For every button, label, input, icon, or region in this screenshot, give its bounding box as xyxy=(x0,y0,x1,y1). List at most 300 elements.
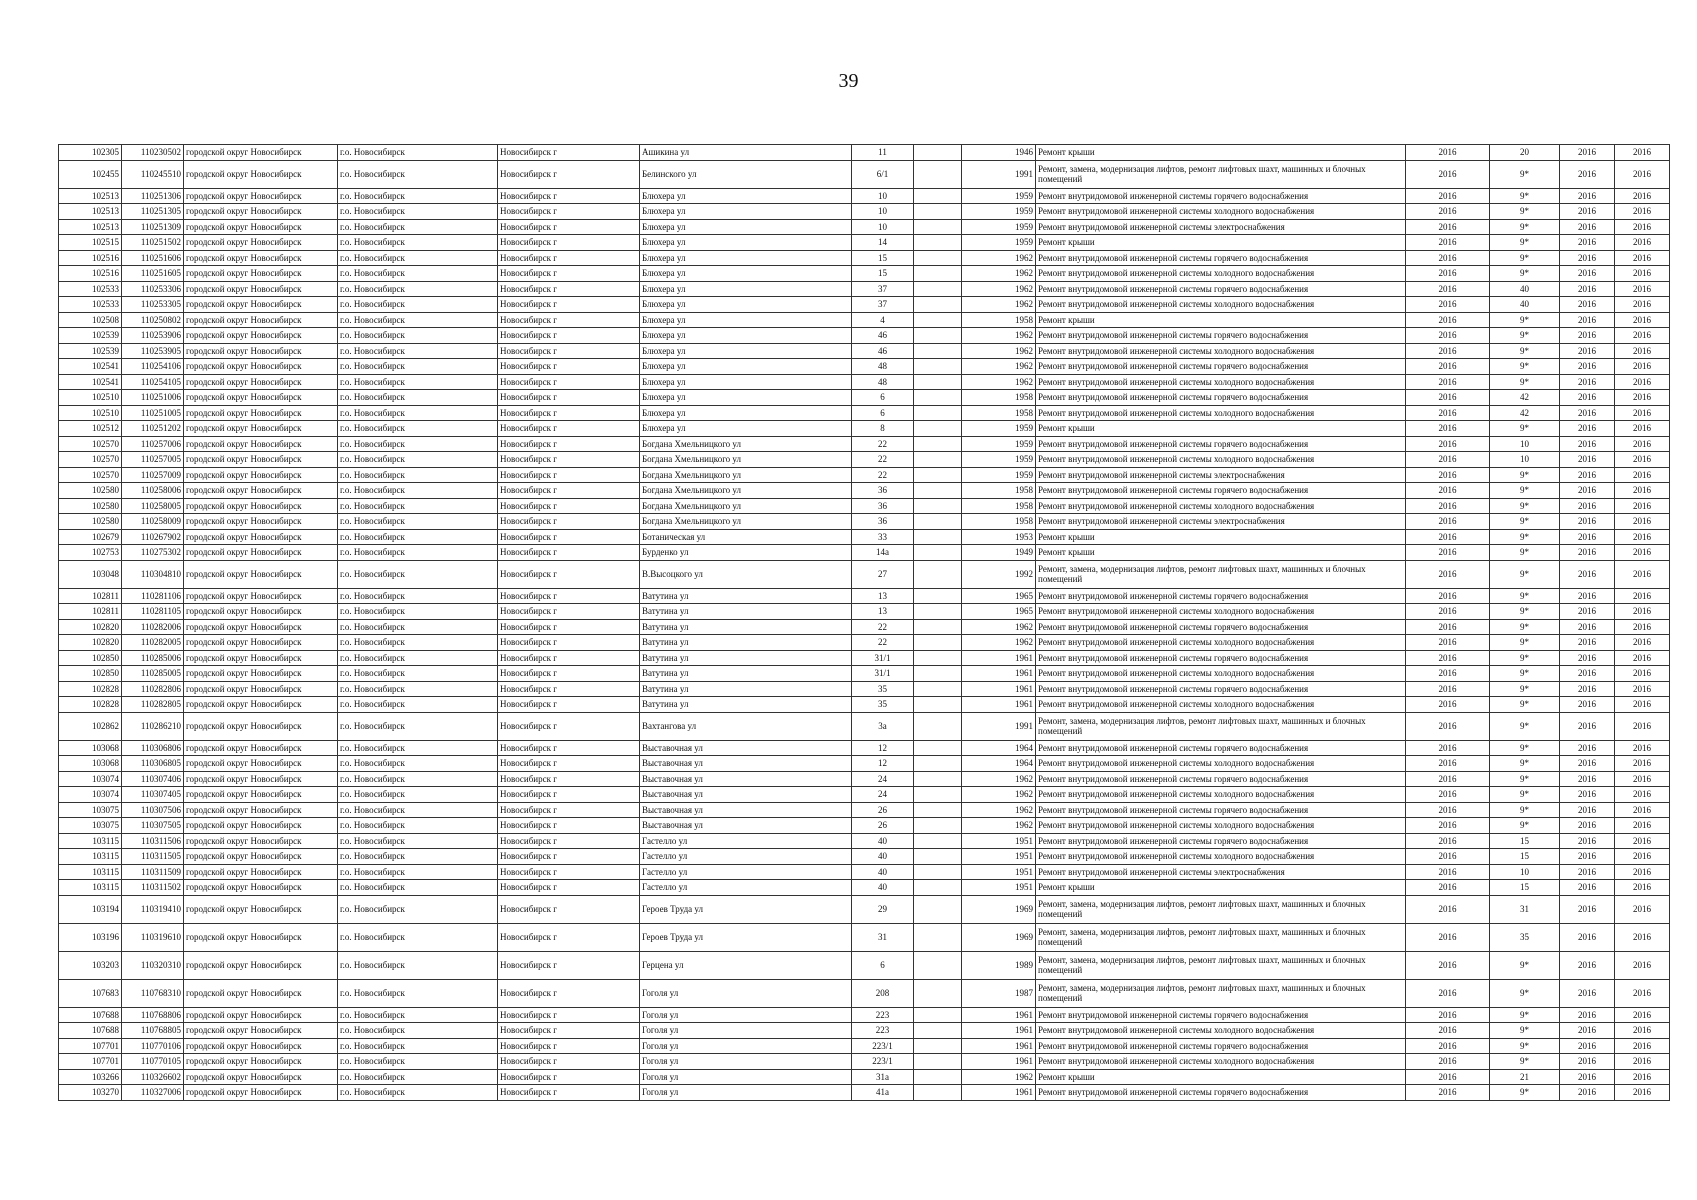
cost-indicator-cell: 9* xyxy=(1490,650,1560,666)
house-number-cell: 41а xyxy=(852,1085,914,1101)
year-end-cell: 2016 xyxy=(1615,390,1670,406)
building-cell xyxy=(914,619,962,635)
year-end-cell: 2016 xyxy=(1615,895,1670,923)
municipal-formation-cell: г.о. Новосибирск xyxy=(338,771,498,787)
cost-indicator-cell: 31 xyxy=(1490,895,1560,923)
year-end-cell: 2016 xyxy=(1615,951,1670,979)
table-row xyxy=(59,235,1670,251)
table-row xyxy=(59,343,1670,359)
cost-indicator-cell: 9* xyxy=(1490,635,1560,651)
street-cell: Блюхера ул xyxy=(640,405,852,421)
municipal-district-cell: городской округ Новосибирск xyxy=(184,312,338,328)
municipal-district-cell: городской округ Новосибирск xyxy=(184,250,338,266)
house-id-cell: 102541 xyxy=(59,374,122,390)
house-id-cell: 102570 xyxy=(59,452,122,468)
cost-indicator-cell: 9* xyxy=(1490,529,1560,545)
house-number-cell: 12 xyxy=(852,756,914,772)
record-id-cell: 110320310 xyxy=(122,951,184,979)
record-id-cell: 110251309 xyxy=(122,219,184,235)
municipal-district-cell: городской округ Новосибирск xyxy=(184,951,338,979)
municipal-formation-cell: г.о. Новосибирск xyxy=(338,979,498,1007)
locality-cell: Новосибирск г xyxy=(498,281,640,297)
year-end-cell: 2016 xyxy=(1615,1085,1670,1101)
cost-indicator-cell: 9* xyxy=(1490,771,1560,787)
municipal-district-cell: городской округ Новосибирск xyxy=(184,833,338,849)
work-type-cell: Ремонт внутридомовой инженерной системы холодного водоснабжения xyxy=(1036,374,1406,390)
year-start-cell: 2016 xyxy=(1560,204,1615,220)
municipal-formation-cell: г.о. Новосибирск xyxy=(338,833,498,849)
year-end-cell: 2016 xyxy=(1615,421,1670,437)
work-type-cell: Ремонт внутридомовой инженерной системы холодного водоснабжения xyxy=(1036,498,1406,514)
year-planned-cell: 2016 xyxy=(1406,951,1490,979)
work-type-cell: Ремонт внутридомовой инженерной системы холодного водоснабжения xyxy=(1036,266,1406,282)
house-id-cell: 102533 xyxy=(59,281,122,297)
building-cell xyxy=(914,864,962,880)
building-cell xyxy=(914,1069,962,1085)
street-cell: Гастелло ул xyxy=(640,849,852,865)
year-built-cell: 1962 xyxy=(962,1069,1036,1085)
locality-cell: Новосибирск г xyxy=(498,588,640,604)
year-start-cell: 2016 xyxy=(1560,756,1615,772)
street-cell: Блюхера ул xyxy=(640,343,852,359)
year-planned-cell: 2016 xyxy=(1406,771,1490,787)
municipal-formation-cell: г.о. Новосибирск xyxy=(338,1023,498,1039)
year-built-cell: 1962 xyxy=(962,266,1036,282)
municipal-formation-cell: г.о. Новосибирск xyxy=(338,666,498,682)
locality-cell: Новосибирск г xyxy=(498,864,640,880)
municipal-formation-cell: г.о. Новосибирск xyxy=(338,374,498,390)
year-start-cell: 2016 xyxy=(1560,359,1615,375)
house-id-cell: 102510 xyxy=(59,405,122,421)
house-number-cell: 36 xyxy=(852,498,914,514)
street-cell: В.Высоцкого ул xyxy=(640,560,852,588)
house-number-cell: 36 xyxy=(852,514,914,530)
year-planned-cell: 2016 xyxy=(1406,864,1490,880)
building-cell xyxy=(914,281,962,297)
municipal-formation-cell: г.о. Новосибирск xyxy=(338,359,498,375)
year-planned-cell: 2016 xyxy=(1406,787,1490,803)
table-row xyxy=(59,188,1670,204)
street-cell: Блюхера ул xyxy=(640,188,852,204)
table-row xyxy=(59,756,1670,772)
house-number-cell: 22 xyxy=(852,436,914,452)
work-type-cell: Ремонт внутридомовой инженерной системы горячего водоснабжения xyxy=(1036,359,1406,375)
year-planned-cell: 2016 xyxy=(1406,588,1490,604)
year-built-cell: 1949 xyxy=(962,545,1036,561)
municipal-district-cell: городской округ Новосибирск xyxy=(184,483,338,499)
year-planned-cell: 2016 xyxy=(1406,1007,1490,1023)
building-cell xyxy=(914,802,962,818)
building-cell xyxy=(914,740,962,756)
table-row xyxy=(59,514,1670,530)
year-start-cell: 2016 xyxy=(1560,895,1615,923)
street-cell: Гоголя ул xyxy=(640,1007,852,1023)
year-planned-cell: 2016 xyxy=(1406,204,1490,220)
year-end-cell: 2016 xyxy=(1615,756,1670,772)
year-built-cell: 1951 xyxy=(962,849,1036,865)
table-row xyxy=(59,1023,1670,1039)
year-built-cell: 1959 xyxy=(962,421,1036,437)
year-end-cell: 2016 xyxy=(1615,880,1670,896)
work-type-cell: Ремонт, замена, модернизация лифтов, ремонт лифтовых шахт, машинных и блочных помещений xyxy=(1036,979,1406,1007)
record-id-cell: 110311509 xyxy=(122,864,184,880)
municipal-formation-cell: г.о. Новосибирск xyxy=(338,951,498,979)
record-id-cell: 110307405 xyxy=(122,787,184,803)
house-number-cell: 37 xyxy=(852,281,914,297)
street-cell: Ватутина ул xyxy=(640,588,852,604)
house-id-cell: 103266 xyxy=(59,1069,122,1085)
municipal-formation-cell: г.о. Новосибирск xyxy=(338,1085,498,1101)
municipal-formation-cell: г.о. Новосибирск xyxy=(338,697,498,713)
year-end-cell: 2016 xyxy=(1615,1054,1670,1070)
municipal-formation-cell: г.о. Новосибирск xyxy=(338,604,498,620)
building-cell xyxy=(914,436,962,452)
year-start-cell: 2016 xyxy=(1560,1069,1615,1085)
house-id-cell: 103196 xyxy=(59,923,122,951)
locality-cell: Новосибирск г xyxy=(498,880,640,896)
locality-cell: Новосибирск г xyxy=(498,483,640,499)
table-row xyxy=(59,864,1670,880)
municipal-district-cell: городской округ Новосибирск xyxy=(184,219,338,235)
year-end-cell: 2016 xyxy=(1615,498,1670,514)
house-number-cell: 46 xyxy=(852,328,914,344)
year-end-cell: 2016 xyxy=(1615,864,1670,880)
year-planned-cell: 2016 xyxy=(1406,979,1490,1007)
work-type-cell: Ремонт внутридомовой инженерной системы горячего водоснабжения xyxy=(1036,619,1406,635)
house-number-cell: 223/1 xyxy=(852,1054,914,1070)
table-row xyxy=(59,421,1670,437)
record-id-cell: 110267902 xyxy=(122,529,184,545)
year-planned-cell: 2016 xyxy=(1406,374,1490,390)
street-cell: Гоголя ул xyxy=(640,1023,852,1039)
house-id-cell: 102455 xyxy=(59,160,122,188)
work-type-cell: Ремонт, замена, модернизация лифтов, ремонт лифтовых шахт, машинных и блочных помещений xyxy=(1036,923,1406,951)
year-planned-cell: 2016 xyxy=(1406,923,1490,951)
record-id-cell: 110307406 xyxy=(122,771,184,787)
cost-indicator-cell: 9* xyxy=(1490,1085,1560,1101)
street-cell: Ватутина ул xyxy=(640,681,852,697)
locality-cell: Новосибирск г xyxy=(498,266,640,282)
municipal-formation-cell: г.о. Новосибирск xyxy=(338,145,498,161)
table-row xyxy=(59,588,1670,604)
year-built-cell: 1962 xyxy=(962,771,1036,787)
year-planned-cell: 2016 xyxy=(1406,560,1490,588)
cost-indicator-cell: 9* xyxy=(1490,1023,1560,1039)
locality-cell: Новосибирск г xyxy=(498,328,640,344)
year-planned-cell: 2016 xyxy=(1406,619,1490,635)
record-id-cell: 110768806 xyxy=(122,1007,184,1023)
locality-cell: Новосибирск г xyxy=(498,359,640,375)
municipal-formation-cell: г.о. Новосибирск xyxy=(338,588,498,604)
year-built-cell: 1959 xyxy=(962,452,1036,468)
table-row xyxy=(59,635,1670,651)
work-type-cell: Ремонт внутридомовой инженерной системы холодного водоснабжения xyxy=(1036,849,1406,865)
year-planned-cell: 2016 xyxy=(1406,1023,1490,1039)
year-end-cell: 2016 xyxy=(1615,1038,1670,1054)
year-start-cell: 2016 xyxy=(1560,390,1615,406)
year-end-cell: 2016 xyxy=(1615,545,1670,561)
municipal-district-cell: городской округ Новосибирск xyxy=(184,771,338,787)
locality-cell: Новосибирск г xyxy=(498,1069,640,1085)
year-end-cell: 2016 xyxy=(1615,405,1670,421)
municipal-formation-cell: г.о. Новосибирск xyxy=(338,328,498,344)
year-start-cell: 2016 xyxy=(1560,421,1615,437)
locality-cell: Новосибирск г xyxy=(498,619,640,635)
record-id-cell: 110282806 xyxy=(122,681,184,697)
house-number-cell: 22 xyxy=(852,619,914,635)
cost-indicator-cell: 9* xyxy=(1490,421,1560,437)
municipal-formation-cell: г.о. Новосибирск xyxy=(338,452,498,468)
year-planned-cell: 2016 xyxy=(1406,756,1490,772)
street-cell: Блюхера ул xyxy=(640,281,852,297)
house-id-cell: 103068 xyxy=(59,756,122,772)
municipal-district-cell: городской округ Новосибирск xyxy=(184,436,338,452)
table-row xyxy=(59,619,1670,635)
year-end-cell: 2016 xyxy=(1615,312,1670,328)
year-end-cell: 2016 xyxy=(1615,712,1670,740)
house-number-cell: 12 xyxy=(852,740,914,756)
year-built-cell: 1946 xyxy=(962,145,1036,161)
house-id-cell: 102570 xyxy=(59,436,122,452)
year-planned-cell: 2016 xyxy=(1406,421,1490,437)
work-type-cell: Ремонт крыши xyxy=(1036,545,1406,561)
year-end-cell: 2016 xyxy=(1615,529,1670,545)
house-number-cell: 24 xyxy=(852,771,914,787)
year-built-cell: 1962 xyxy=(962,328,1036,344)
building-cell xyxy=(914,604,962,620)
year-planned-cell: 2016 xyxy=(1406,635,1490,651)
house-id-cell: 102533 xyxy=(59,297,122,313)
municipal-district-cell: городской округ Новосибирск xyxy=(184,421,338,437)
building-cell xyxy=(914,756,962,772)
table-row xyxy=(59,312,1670,328)
municipal-district-cell: городской округ Новосибирск xyxy=(184,281,338,297)
building-cell xyxy=(914,483,962,499)
table-row xyxy=(59,849,1670,865)
street-cell: Гоголя ул xyxy=(640,1054,852,1070)
cost-indicator-cell: 9* xyxy=(1490,359,1560,375)
house-id-cell: 102580 xyxy=(59,514,122,530)
locality-cell: Новосибирск г xyxy=(498,1054,640,1070)
street-cell: Ватутина ул xyxy=(640,635,852,651)
year-start-cell: 2016 xyxy=(1560,635,1615,651)
cost-indicator-cell: 9* xyxy=(1490,787,1560,803)
building-cell xyxy=(914,529,962,545)
work-type-cell: Ремонт внутридомовой инженерной системы электроснабжения xyxy=(1036,514,1406,530)
locality-cell: Новосибирск г xyxy=(498,250,640,266)
year-start-cell: 2016 xyxy=(1560,951,1615,979)
house-number-cell: 48 xyxy=(852,374,914,390)
year-start-cell: 2016 xyxy=(1560,880,1615,896)
year-built-cell: 1962 xyxy=(962,281,1036,297)
work-type-cell: Ремонт внутридомовой инженерной системы холодного водоснабжения xyxy=(1036,297,1406,313)
cost-indicator-cell: 9* xyxy=(1490,312,1560,328)
municipal-district-cell: городской округ Новосибирск xyxy=(184,545,338,561)
building-cell xyxy=(914,787,962,803)
municipal-formation-cell: г.о. Новосибирск xyxy=(338,160,498,188)
year-planned-cell: 2016 xyxy=(1406,235,1490,251)
locality-cell: Новосибирск г xyxy=(498,390,640,406)
street-cell: Блюхера ул xyxy=(640,374,852,390)
year-end-cell: 2016 xyxy=(1615,650,1670,666)
year-start-cell: 2016 xyxy=(1560,498,1615,514)
year-start-cell: 2016 xyxy=(1560,405,1615,421)
year-built-cell: 1958 xyxy=(962,498,1036,514)
municipal-formation-cell: г.о. Новосибирск xyxy=(338,436,498,452)
locality-cell: Новосибирск г xyxy=(498,802,640,818)
municipal-district-cell: городской округ Новосибирск xyxy=(184,666,338,682)
municipal-formation-cell: г.о. Новосибирск xyxy=(338,1007,498,1023)
table-row xyxy=(59,145,1670,161)
record-id-cell: 110282005 xyxy=(122,635,184,651)
table-row xyxy=(59,1085,1670,1101)
street-cell: Блюхера ул xyxy=(640,266,852,282)
building-cell xyxy=(914,405,962,421)
year-planned-cell: 2016 xyxy=(1406,436,1490,452)
municipal-district-cell: городской округ Новосибирск xyxy=(184,514,338,530)
year-built-cell: 1958 xyxy=(962,390,1036,406)
municipal-formation-cell: г.о. Новосибирск xyxy=(338,514,498,530)
year-built-cell: 1958 xyxy=(962,483,1036,499)
year-end-cell: 2016 xyxy=(1615,436,1670,452)
record-id-cell: 110257005 xyxy=(122,452,184,468)
municipal-district-cell: городской округ Новосибирск xyxy=(184,635,338,651)
year-built-cell: 1964 xyxy=(962,740,1036,756)
work-type-cell: Ремонт внутридомовой инженерной системы холодного водоснабжения xyxy=(1036,343,1406,359)
street-cell: Героев Труда ул xyxy=(640,895,852,923)
cost-indicator-cell: 35 xyxy=(1490,923,1560,951)
record-id-cell: 110257009 xyxy=(122,467,184,483)
work-type-cell: Ремонт, замена, модернизация лифтов, ремонт лифтовых шахт, машинных и блочных помещений xyxy=(1036,951,1406,979)
record-id-cell: 110306806 xyxy=(122,740,184,756)
house-number-cell: 35 xyxy=(852,697,914,713)
building-cell xyxy=(914,390,962,406)
year-end-cell: 2016 xyxy=(1615,666,1670,682)
house-number-cell: 31 xyxy=(852,923,914,951)
table-row xyxy=(59,1054,1670,1070)
year-built-cell: 1991 xyxy=(962,160,1036,188)
house-id-cell: 102820 xyxy=(59,635,122,651)
year-end-cell: 2016 xyxy=(1615,588,1670,604)
record-id-cell: 110282805 xyxy=(122,697,184,713)
year-end-cell: 2016 xyxy=(1615,514,1670,530)
municipal-formation-cell: г.о. Новосибирск xyxy=(338,545,498,561)
work-type-cell: Ремонт крыши xyxy=(1036,880,1406,896)
record-id-cell: 110304810 xyxy=(122,560,184,588)
house-number-cell: 31а xyxy=(852,1069,914,1085)
building-cell xyxy=(914,467,962,483)
table-row xyxy=(59,436,1670,452)
year-start-cell: 2016 xyxy=(1560,849,1615,865)
house-id-cell: 102580 xyxy=(59,498,122,514)
house-id-cell: 102811 xyxy=(59,604,122,620)
municipal-formation-cell: г.о. Новосибирск xyxy=(338,802,498,818)
year-built-cell: 1969 xyxy=(962,923,1036,951)
house-number-cell: 29 xyxy=(852,895,914,923)
street-cell: Гастелло ул xyxy=(640,880,852,896)
house-number-cell: 10 xyxy=(852,188,914,204)
record-id-cell: 110770105 xyxy=(122,1054,184,1070)
work-type-cell: Ремонт внутридомовой инженерной системы холодного водоснабжения xyxy=(1036,1054,1406,1070)
municipal-district-cell: городской округ Новосибирск xyxy=(184,1054,338,1070)
year-end-cell: 2016 xyxy=(1615,619,1670,635)
year-planned-cell: 2016 xyxy=(1406,328,1490,344)
record-id-cell: 110257006 xyxy=(122,436,184,452)
municipal-district-cell: городской округ Новосибирск xyxy=(184,160,338,188)
house-id-cell: 103270 xyxy=(59,1085,122,1101)
year-end-cell: 2016 xyxy=(1615,160,1670,188)
table-row xyxy=(59,160,1670,188)
street-cell: Выставочная ул xyxy=(640,802,852,818)
work-type-cell: Ремонт внутридомовой инженерной системы электроснабжения xyxy=(1036,219,1406,235)
cost-indicator-cell: 9* xyxy=(1490,1038,1560,1054)
record-id-cell: 110285005 xyxy=(122,666,184,682)
house-number-cell: 27 xyxy=(852,560,914,588)
street-cell: Ашикина ул xyxy=(640,145,852,161)
cost-indicator-cell: 9* xyxy=(1490,756,1560,772)
municipal-district-cell: городской округ Новосибирск xyxy=(184,359,338,375)
work-type-cell: Ремонт крыши xyxy=(1036,1069,1406,1085)
house-id-cell: 103115 xyxy=(59,833,122,849)
year-end-cell: 2016 xyxy=(1615,833,1670,849)
year-end-cell: 2016 xyxy=(1615,979,1670,1007)
house-number-cell: 33 xyxy=(852,529,914,545)
table-row xyxy=(59,297,1670,313)
year-built-cell: 1961 xyxy=(962,681,1036,697)
year-planned-cell: 2016 xyxy=(1406,467,1490,483)
year-planned-cell: 2016 xyxy=(1406,250,1490,266)
record-id-cell: 110311502 xyxy=(122,880,184,896)
record-id-cell: 110251005 xyxy=(122,405,184,421)
year-start-cell: 2016 xyxy=(1560,1054,1615,1070)
municipal-district-cell: городской округ Новосибирск xyxy=(184,1038,338,1054)
year-planned-cell: 2016 xyxy=(1406,343,1490,359)
work-type-cell: Ремонт внутридомовой инженерной системы горячего водоснабжения xyxy=(1036,1007,1406,1023)
year-built-cell: 1958 xyxy=(962,514,1036,530)
work-type-cell: Ремонт внутридомовой инженерной системы горячего водоснабжения xyxy=(1036,250,1406,266)
table-row xyxy=(59,266,1670,282)
municipal-formation-cell: г.о. Новосибирск xyxy=(338,849,498,865)
house-number-cell: 22 xyxy=(852,635,914,651)
year-end-cell: 2016 xyxy=(1615,604,1670,620)
year-planned-cell: 2016 xyxy=(1406,405,1490,421)
building-cell xyxy=(914,1085,962,1101)
building-cell xyxy=(914,204,962,220)
year-planned-cell: 2016 xyxy=(1406,219,1490,235)
cost-indicator-cell: 9* xyxy=(1490,666,1560,682)
building-cell xyxy=(914,951,962,979)
street-cell: Гоголя ул xyxy=(640,979,852,1007)
municipal-district-cell: городской округ Новосибирск xyxy=(184,1085,338,1101)
street-cell: Выставочная ул xyxy=(640,818,852,834)
cost-indicator-cell: 9* xyxy=(1490,235,1560,251)
table-row xyxy=(59,666,1670,682)
year-start-cell: 2016 xyxy=(1560,771,1615,787)
year-start-cell: 2016 xyxy=(1560,787,1615,803)
year-start-cell: 2016 xyxy=(1560,666,1615,682)
record-id-cell: 110311505 xyxy=(122,849,184,865)
year-built-cell: 1961 xyxy=(962,1038,1036,1054)
locality-cell: Новосибирск г xyxy=(498,421,640,437)
house-number-cell: 40 xyxy=(852,880,914,896)
locality-cell: Новосибирск г xyxy=(498,545,640,561)
building-cell xyxy=(914,343,962,359)
table-row xyxy=(59,740,1670,756)
record-id-cell: 110768310 xyxy=(122,979,184,1007)
municipal-district-cell: городской округ Новосибирск xyxy=(184,452,338,468)
year-start-cell: 2016 xyxy=(1560,374,1615,390)
municipal-district-cell: городской округ Новосибирск xyxy=(184,390,338,406)
